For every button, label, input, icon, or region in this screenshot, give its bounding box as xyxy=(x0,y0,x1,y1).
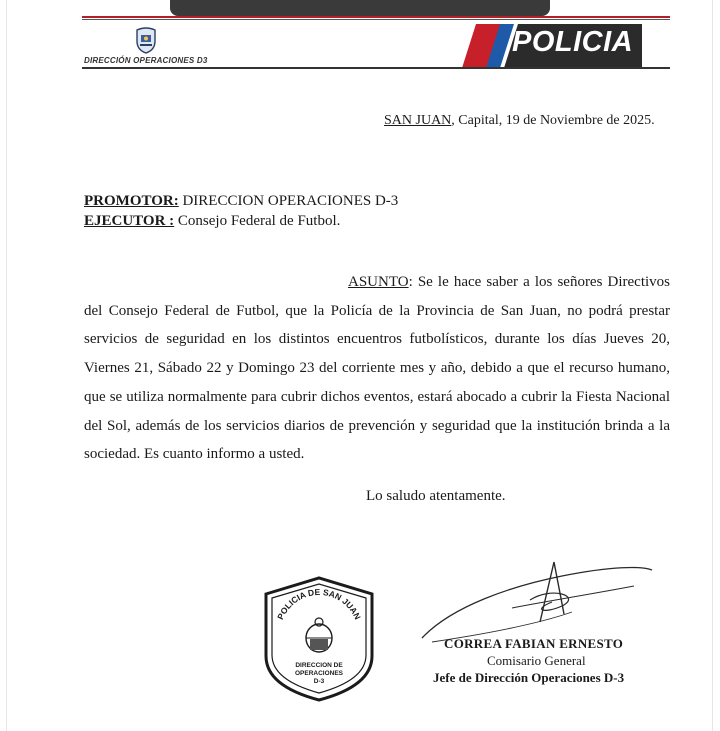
page-edge-left xyxy=(6,0,7,731)
date-city: SAN JUAN xyxy=(384,113,452,128)
asunto-text: : Se le hace saber a los señores Directivos del Consejo Federal de Futbol, que la Policía de la Provincia de San Juan, no podrá prestar servicios de seguridad en los distintos encuentros futbolísticos, durante los días Jueves 20, Viernes 21, Sábado 22 y Domingo 23 del corriente mes y año, debido a que el recurso humano, que se utiliza normalmente para cubrir dichos eventos, estará abocado a cubrir la Fiesta Nacional del Sol, además de los servicios diarios de prevención y seguridad que la institución brinda a la sociedad. Es cuanto informo a usted. xyxy=(84,274,670,463)
promotor-line xyxy=(84,193,398,210)
policia-logo-text: POLICIA xyxy=(512,26,634,58)
police-stamp xyxy=(258,574,380,704)
ejecutor-label: EJECUTOR : xyxy=(84,213,175,229)
stamp-line-3: D-3 xyxy=(313,678,325,685)
signatory-role: Jefe de Dirección Operaciones D-3 xyxy=(433,670,625,685)
date-line xyxy=(384,113,655,129)
asunto-label: ASUNTO xyxy=(348,274,409,290)
promotor-value: DIRECCION OPERACIONES D-3 xyxy=(178,193,399,209)
signatory-name: CORREA FABIAN ERNESTO xyxy=(444,636,624,651)
top-bar xyxy=(170,0,550,16)
header-rule-bottom xyxy=(82,67,670,69)
stamp-line-2: OPERACIONES xyxy=(294,670,344,677)
page-edge-right xyxy=(712,0,713,731)
header-rule-dark xyxy=(82,19,670,20)
ejecutor-value: Consejo Federal de Futbol. xyxy=(174,213,341,229)
department-label: DIRECCIÓN OPERACIONES D3 xyxy=(84,56,208,65)
signatory-rank: Comisario General xyxy=(487,653,586,668)
ejecutor-line xyxy=(84,213,340,230)
asunto-paragraph xyxy=(84,268,670,469)
coat-of-arms-icon xyxy=(306,618,332,652)
promotor-label: PROMOTOR: xyxy=(84,193,179,209)
closing-line: Lo saludo atentamente. xyxy=(366,488,506,504)
stamp-line-1: DIRECCION DE xyxy=(295,662,343,669)
stamp-arc-text: POLICIA DE SAN JUAN xyxy=(275,586,363,622)
date-rest: , Capital, 19 de Noviembre de 2025. xyxy=(451,113,655,128)
police-badge-icon xyxy=(134,26,158,54)
header-rule-red xyxy=(82,16,670,18)
